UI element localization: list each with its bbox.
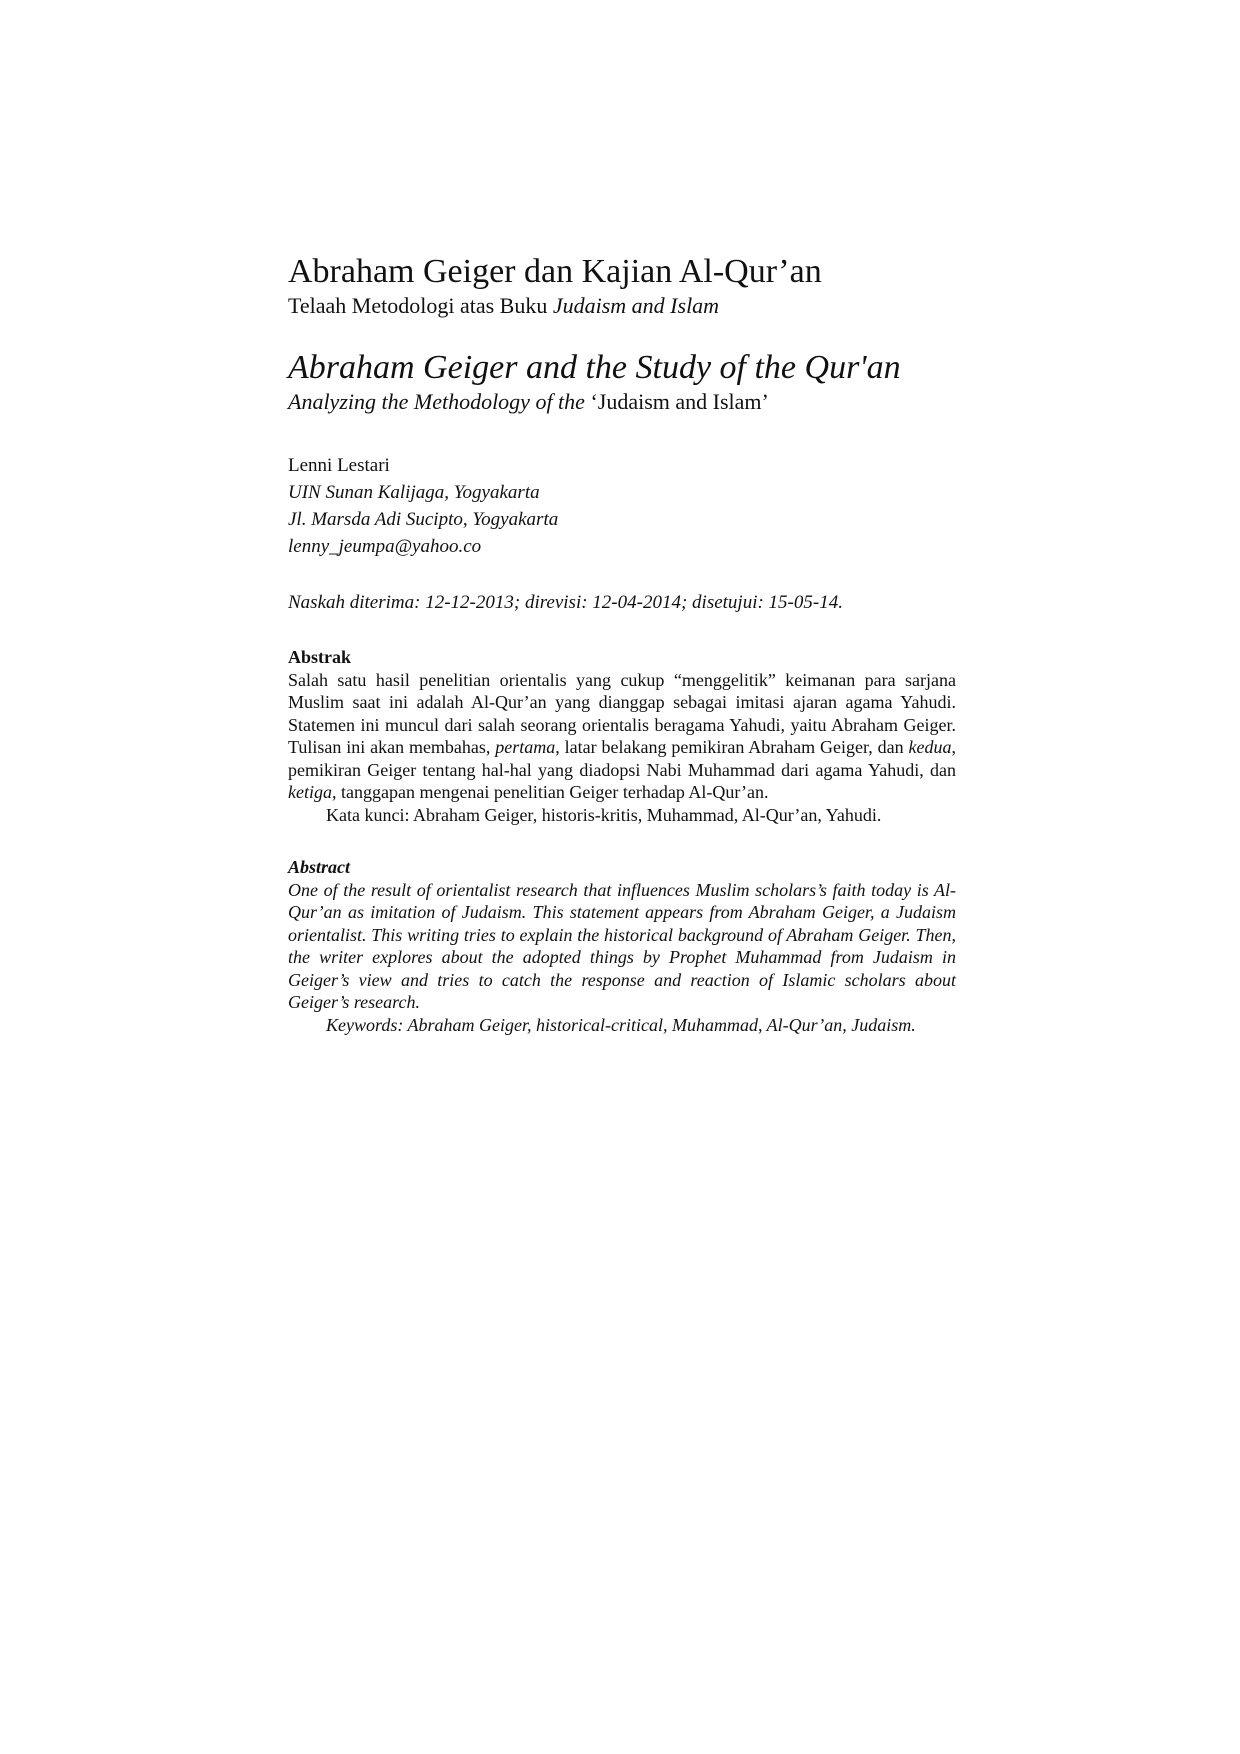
author-address: Jl. Marsda Adi Sucipto, Yogyakarta: [288, 509, 559, 530]
abstract-heading: Abstract: [288, 857, 351, 877]
author-email[interactable]: lenny_jeumpa@yahoo.co: [288, 536, 482, 557]
abstrak-heading: Abstrak: [288, 647, 352, 667]
abstrak-italic-2: kedua: [908, 737, 952, 757]
submission-dates: Naskah diterima: 12-12-2013; direvisi: 12-04-2014; disetujui: 15-05-14.: [288, 592, 843, 613]
abstrak-keywords: Kata kunci: Abraham Geiger, historis-kritis, Muhammad, Al-Qur’an, Yahudi.: [326, 804, 882, 825]
abstrak-italic-3: ketiga: [288, 782, 332, 802]
subtitle-indonesian-book: Judaism and Islam: [552, 293, 720, 318]
subtitle-english-prefix: Analyzing the Methodology of the: [288, 389, 591, 414]
title-indonesian: Abraham Geiger dan Kajian Al-Qur’an: [288, 253, 822, 290]
title-english: Abraham Geiger and the Study of the Qur'an: [288, 349, 901, 386]
author-name: Lenni Lestari: [288, 455, 390, 476]
subtitle-english: [288, 388, 956, 416]
abstrak-text-2: , latar belakang pemikiran Abraham Geiger, dan: [555, 737, 909, 757]
abstrak-section: [288, 646, 956, 826]
abstract-keywords: Keywords: Abraham Geiger, historical-critical, Muhammad, Al-Qur’an, Judaism.: [326, 1014, 916, 1035]
abstrak-text-4: , tanggapan mengenai penelitian Geiger terhadap Al-Qur’an.: [331, 782, 769, 802]
subtitle-english-book: ‘Judaism and Islam’: [590, 389, 769, 414]
subtitle-indonesian-prefix: Telaah Metodologi atas Buku: [288, 293, 553, 318]
abstract-body: One of the result of orientalist research that influences Muslim scholars’s faith today is Al-Qur’an as imitation of Judaism. This statement appears from Abraham Geiger, a Judaism orientalist. This writing tries to explain the historical background of Abraham Geiger. Then, the writer explores about the adopted things by Prophet Muhammad from Judaism in Geiger’s view and tries to catch the response and reaction of Islamic scholars about Geiger’s research.: [288, 879, 956, 1012]
abstrak-body: [288, 669, 956, 804]
author-affiliation: UIN Sunan Kalijaga, Yogyakarta: [288, 482, 540, 503]
paper-front-matter: [288, 252, 956, 1036]
subtitle-indonesian: [288, 292, 956, 320]
author-block: [288, 452, 956, 560]
abstract-section: [288, 856, 956, 1036]
abstrak-text-3: , pemikiran Geiger tentang hal-hal yang diadopsi Nabi Muhammad dari agama Yahudi, dan: [288, 737, 956, 780]
abstrak-italic-1: pertama: [495, 737, 556, 757]
abstrak-text-1: Salah satu hasil penelitian orientalis yang cukup “menggelitik” keimanan para sarjana Muslim saat ini adalah Al-Qur’an yang dianggap sebagai imitasi ajaran agama Yahudi. Statemen ini muncul dari salah seorang orientalis beragama Yahudi, yaitu Abraham Geiger. Tulisan ini akan membahas,: [288, 669, 956, 757]
